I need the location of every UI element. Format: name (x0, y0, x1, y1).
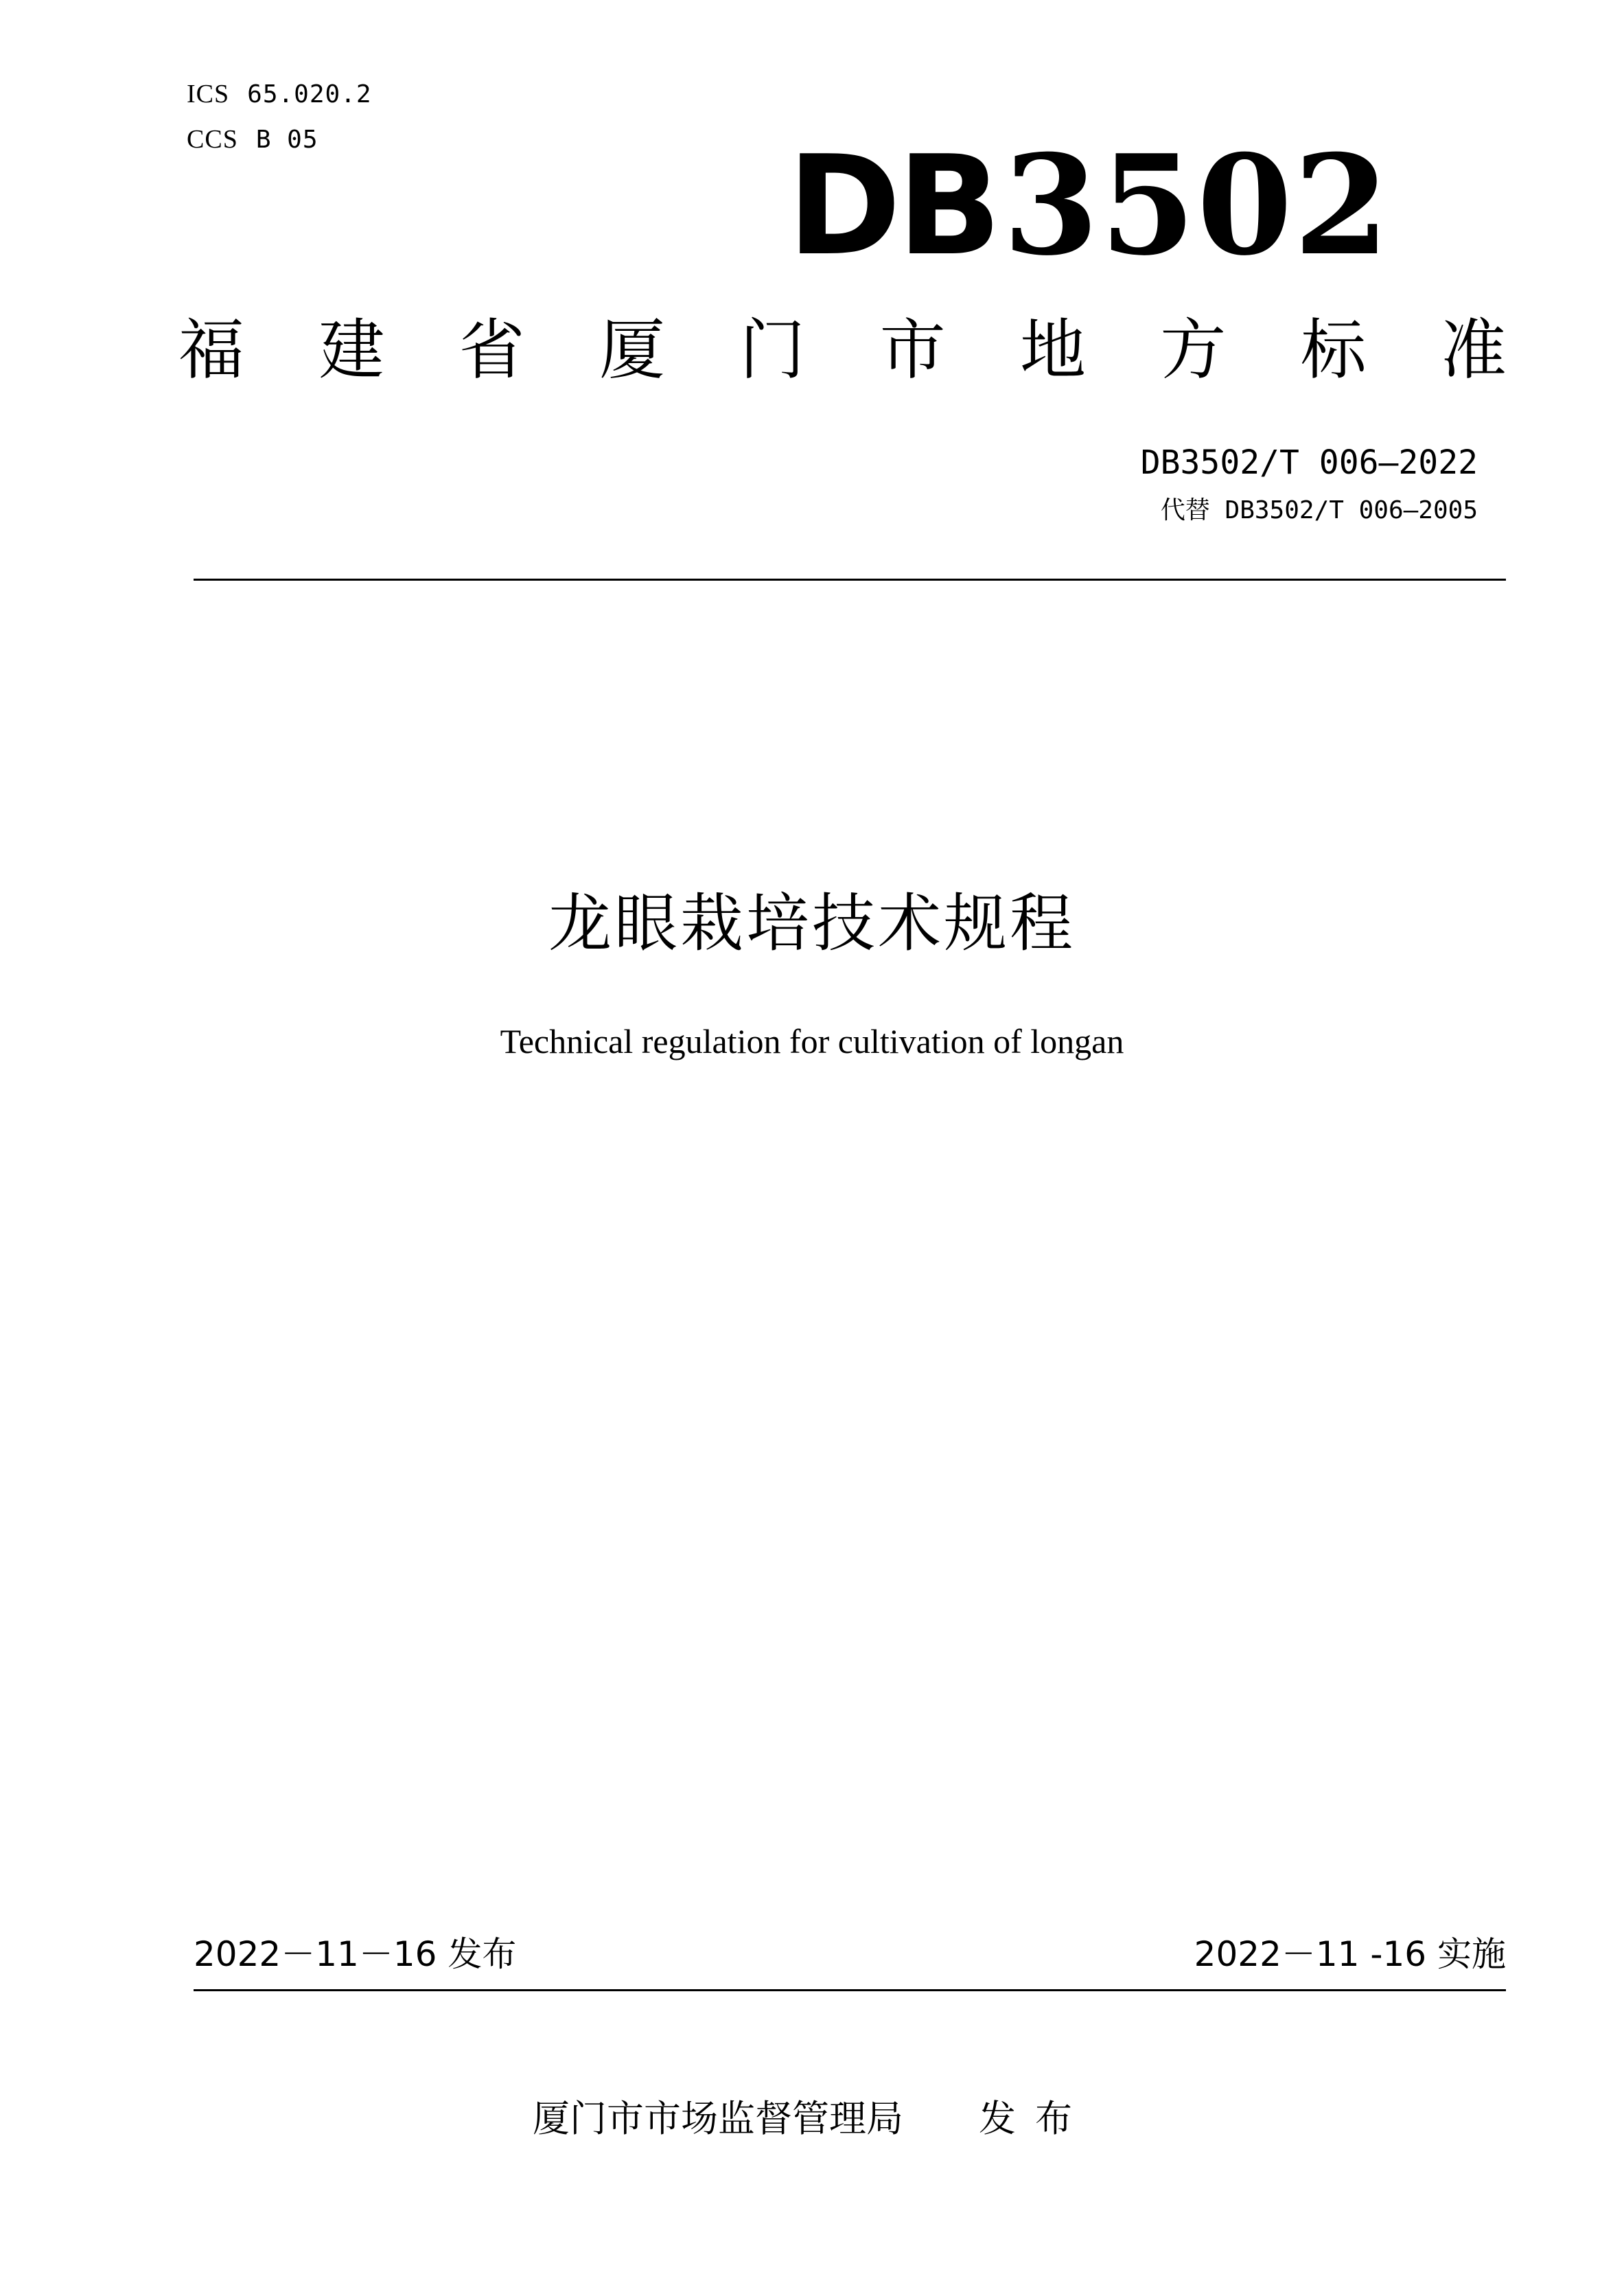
document-title-cn: 龙眼栽培技术规程 (548, 887, 1076, 960)
ccs-value: B 05 (255, 126, 318, 154)
publisher (0, 2097, 1624, 2140)
ics-value: 65.020.2 (247, 80, 372, 108)
publisher-name: 厦门市市场监督管理局 (533, 2097, 903, 2140)
replaces-standard: 代替 DB3502/T 006—2005 (1160, 496, 1478, 524)
standard-mark-number: 3502 (1003, 125, 1391, 286)
category-char: 地 (1019, 312, 1086, 389)
standard-category (178, 312, 1507, 389)
category-char: 厦 (599, 312, 665, 389)
category-char: 准 (1440, 312, 1507, 389)
ics-label: ICS (187, 80, 230, 108)
publisher-action: 发布 (979, 2097, 1091, 2140)
category-char: 福 (178, 312, 244, 389)
implement-date: 2022－11 -16 实施 (1194, 1934, 1506, 1974)
document-title-en: Technical regulation for cultivation of longan (500, 1022, 1124, 1060)
category-char: 省 (459, 312, 525, 389)
standard-mark (787, 125, 1391, 286)
ics-code (187, 81, 372, 107)
category-char: 方 (1160, 312, 1227, 389)
top-divider (194, 579, 1506, 581)
ccs-label: CCS (187, 125, 238, 154)
standard-mark-prefix: DB (787, 126, 998, 286)
category-char: 标 (1300, 312, 1367, 389)
ccs-code (187, 126, 318, 152)
category-char: 市 (879, 312, 946, 389)
standard-number: DB3502/T 006—2022 (1140, 443, 1478, 482)
category-char: 建 (318, 312, 385, 389)
publish-date: 2022－11－16 发布 (194, 1934, 517, 1974)
bottom-divider (194, 1989, 1506, 1991)
category-char: 门 (739, 312, 806, 389)
